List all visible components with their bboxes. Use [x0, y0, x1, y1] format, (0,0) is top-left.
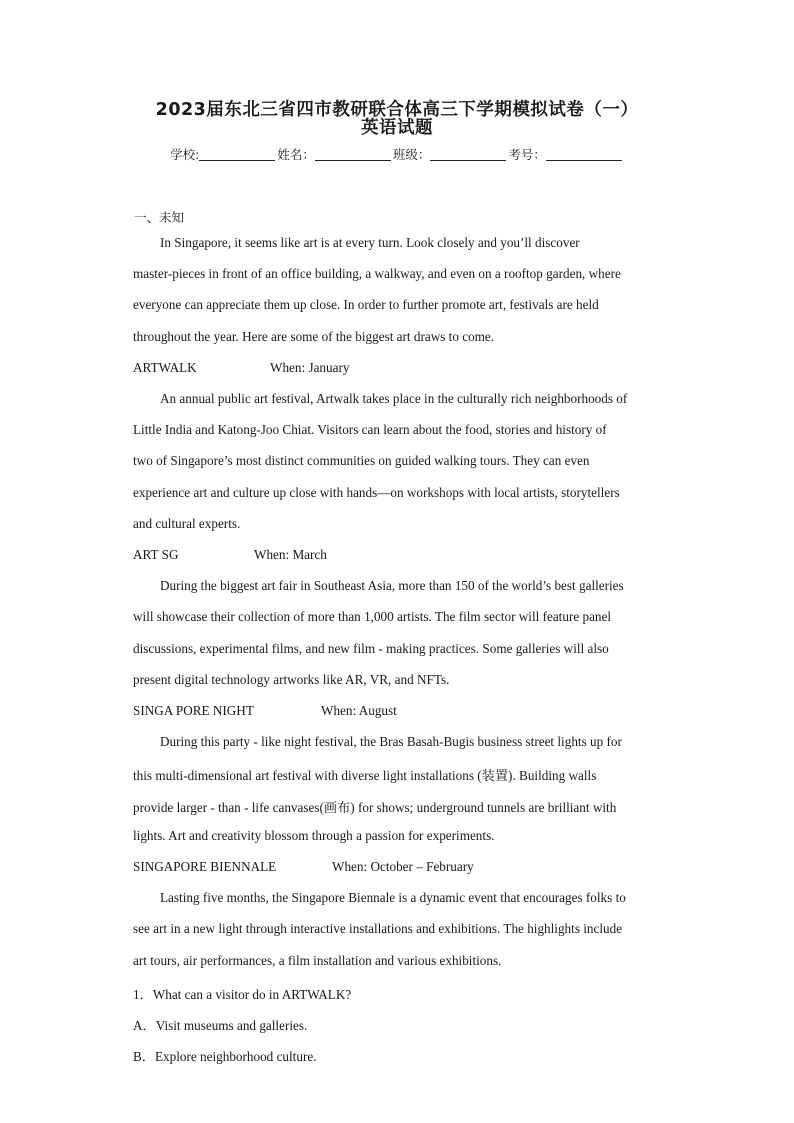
question-stem: 1．What can a visitor do in ARTWALK?	[133, 987, 352, 1002]
paragraph-line: During the biggest art fair in Southeast Asia, more than 150 of the world’s best galleries	[160, 578, 624, 593]
paragraph-line: two of Singapore’s most distinct communities on guided walking tours. They can even	[133, 453, 590, 468]
event-name: SINGAPORE BIENNALE	[133, 859, 277, 874]
event-heading-singapore-night	[133, 703, 397, 719]
paragraph-line: throughout the year. Here are some of the biggest art draws to come.	[133, 329, 495, 344]
student-info-fields	[0, 145, 794, 163]
paragraph-line: and cultural experts.	[133, 516, 241, 531]
exam-subtitle: 英语试题	[361, 118, 433, 138]
paragraph-line: present digital technology artworks like AR, VR, and NFTs.	[133, 672, 450, 687]
paragraph-line: An annual public art festival, Artwalk takes place in the culturally rich neighborhoods of	[160, 391, 628, 406]
paragraph-line: master-pieces in front of an office building, a walkway, and even on a rooftop garden, where	[133, 266, 621, 281]
event-date: When: October – February	[332, 859, 474, 874]
answer-option-b[interactable]: B．Explore neighborhood culture.	[133, 1049, 317, 1064]
exam-title: 2023届东北三省四市教研联合体高三下学期模拟试卷（一）	[155, 100, 639, 120]
paragraph-line: In Singapore, it seems like art is at every turn. Look closely and you’ll discover	[160, 235, 580, 250]
paragraph-line: will showcase their collection of more than 1,000 artists. The film sector will feature panel	[133, 609, 612, 624]
paragraph-line: everyone can appreciate them up close. In order to further promote art, festivals are held	[133, 297, 599, 312]
school-label: 学校:	[170, 147, 200, 162]
paragraph-line: During this party - like night festival, the Bras Basah-Bugis business street lights up for	[160, 734, 622, 749]
event-name: ART SG	[133, 547, 179, 562]
paragraph-line: see art in a new light through interactive installations and exhibitions. The highlights include	[133, 921, 623, 936]
event-name: ARTWALK	[133, 360, 197, 375]
paragraph-line: Lasting five months, the Singapore Biennale is a dynamic event that encourages folks to	[160, 890, 626, 905]
class-label: 班级：	[392, 147, 431, 162]
paragraph-line: experience art and culture up close with hands—on workshops with local artists, storytellers	[133, 485, 620, 500]
event-name: SINGA PORE NIGHT	[133, 703, 254, 718]
class-blank[interactable]	[430, 147, 506, 161]
paragraph-line: art tours, air performances, a film installation and various exhibitions.	[133, 953, 502, 968]
event-heading-art-sg	[133, 547, 327, 563]
paragraph-line: this multi-dimensional art festival with diverse light installations (装置). Building walls	[133, 768, 597, 783]
paragraph-line: lights. Art and creativity blossom through a passion for experiments.	[133, 828, 495, 843]
paragraph-line: provide larger - than - life canvases(画布) for shows; underground tunnels are brilliant with	[133, 800, 617, 815]
event-date: When: August	[321, 703, 397, 718]
event-date: When: March	[254, 547, 327, 562]
name-blank[interactable]	[315, 147, 391, 161]
paragraph-line: Little India and Katong-Joo Chiat. Visitors can learn about the food, stories and history of	[133, 422, 607, 437]
paragraph-line: discussions, experimental films, and new film - making practices. Some galleries will also	[133, 641, 609, 656]
exam-number-blank[interactable]	[546, 147, 622, 161]
exam-number-label: 考号：	[508, 147, 546, 162]
answer-option-a[interactable]: A．Visit museums and galleries.	[133, 1018, 308, 1033]
section-title: 一、未知	[134, 210, 185, 225]
event-heading-artwalk	[133, 360, 350, 376]
event-heading-singapore-biennale	[133, 859, 474, 875]
school-blank[interactable]	[199, 147, 275, 161]
name-label: 姓名：	[277, 147, 315, 162]
event-date: When: January	[270, 360, 350, 375]
